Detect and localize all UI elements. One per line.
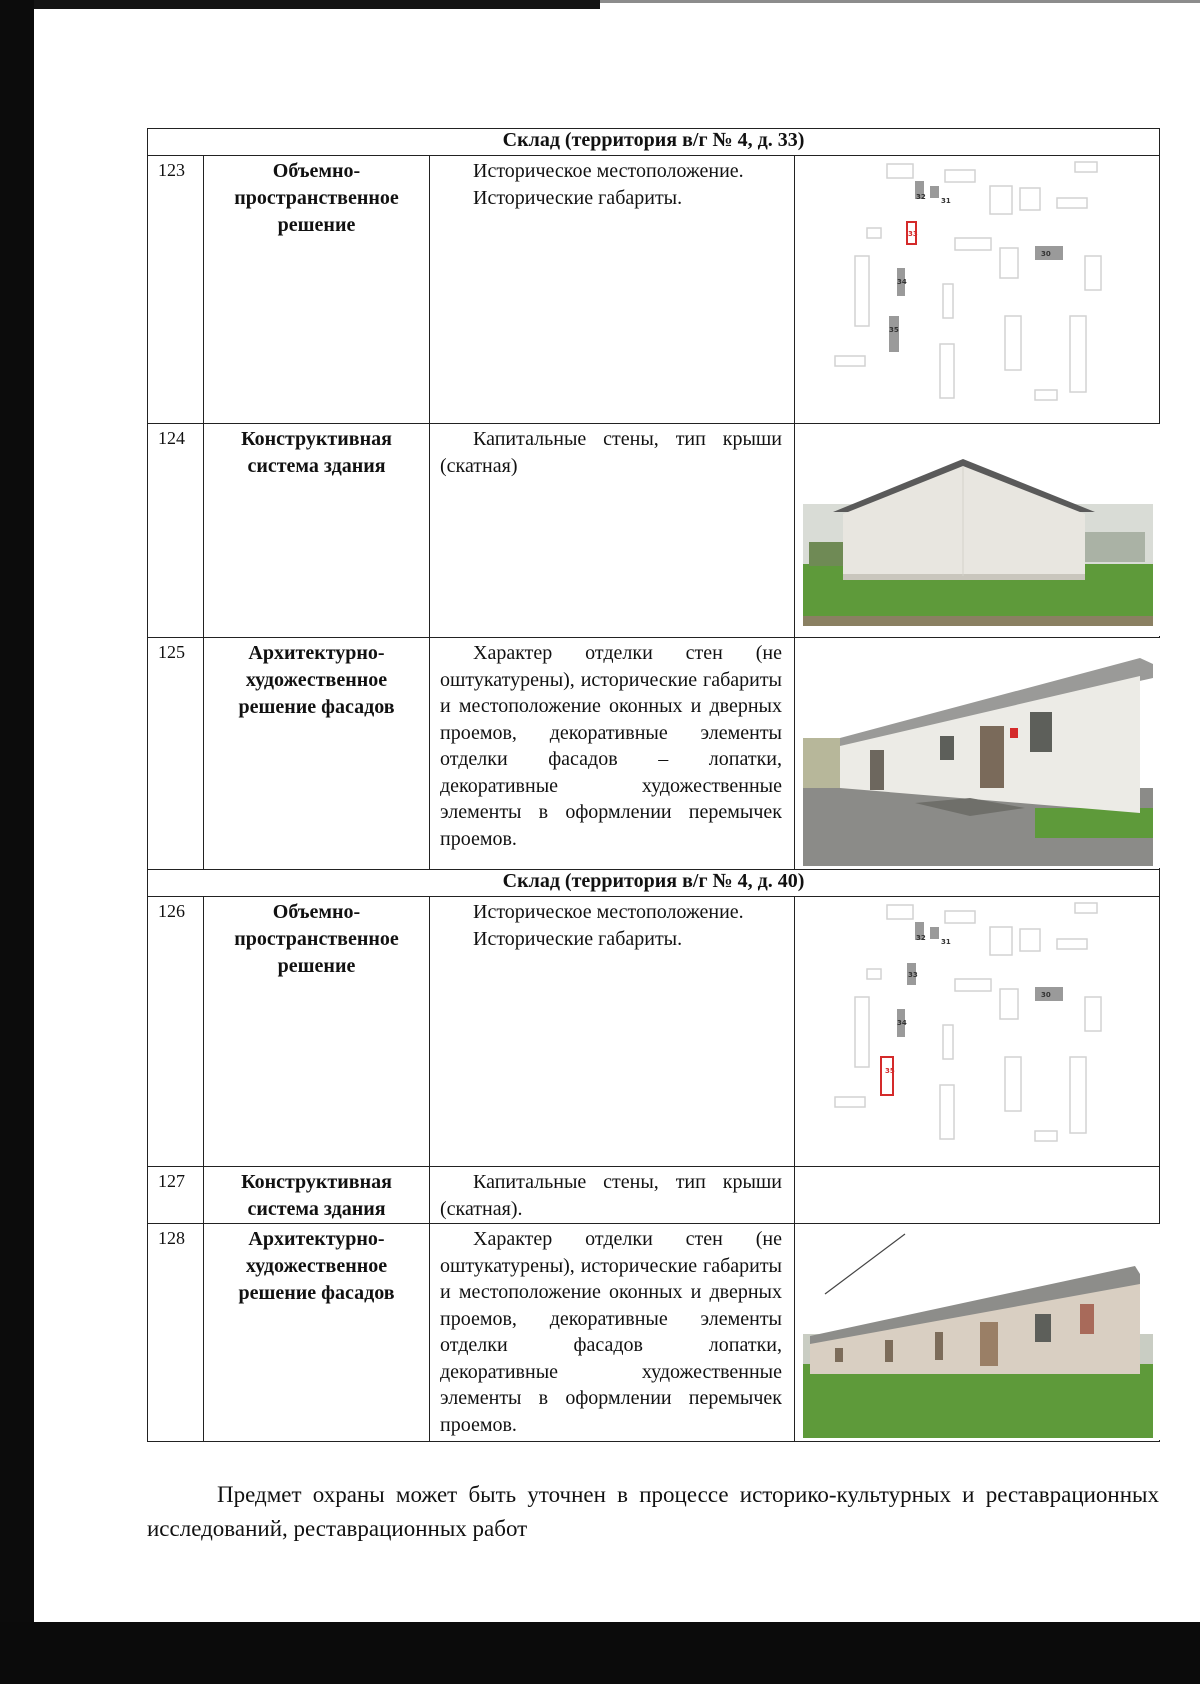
- scan-edge-top: [0, 0, 600, 9]
- section-header: Склад (территория в/г № 4, д. 40): [148, 870, 1160, 897]
- empty-image-cell: [795, 1167, 1160, 1224]
- row-name: Архитектурно-художественное решение фасадов: [204, 1224, 430, 1442]
- map-label: 31: [941, 197, 951, 205]
- section-header-row: [148, 129, 1160, 156]
- map-label: 30: [1041, 250, 1051, 258]
- desc-line: Исторические габариты.: [473, 186, 683, 209]
- desc-line: Историческое местоположение.: [473, 901, 744, 923]
- map-label: 33: [908, 230, 918, 238]
- table-row: [148, 1167, 1160, 1224]
- site-plan-map: [795, 156, 1160, 424]
- building-gable-photo: [795, 424, 1160, 638]
- map-label: 33: [908, 971, 918, 979]
- site-plan-map: [795, 897, 1160, 1167]
- desc-line: Капитальные стены, тип крыши (скатная): [440, 428, 782, 477]
- section-header: Склад (территория в/г № 4, д. 33): [148, 129, 1160, 156]
- row-description: [430, 1167, 795, 1224]
- map-label: 35: [889, 326, 899, 334]
- row-description: [430, 638, 795, 870]
- table-row: [148, 638, 1160, 870]
- desc-line: Характер отделки стен (не оштукатурены), исторические габариты и местоположение оконных и дверных проемов, декоративные элементы отделки фасадов – лопатки, декоративные художественные элементы в оформлении перемычек проемов.: [440, 642, 782, 850]
- desc-line: Исторические габариты.: [473, 927, 683, 950]
- desc-line: Историческое местоположение.: [473, 160, 744, 182]
- row-name: Конструктивная система здания: [204, 424, 430, 638]
- building-facade-photo: [795, 638, 1160, 870]
- desc-line: Капитальные стены, тип крыши (скатная).: [440, 1171, 782, 1220]
- map-label: 32: [916, 193, 926, 201]
- row-name: Объемно-пространственное решение: [204, 156, 430, 424]
- row-number: 124: [148, 424, 204, 638]
- map-label: 32: [916, 934, 926, 942]
- map-label: 31: [941, 938, 951, 946]
- row-name: Объемно-пространственное решение: [204, 897, 430, 1167]
- map-label: 30: [1041, 991, 1051, 999]
- table-row: [148, 1224, 1160, 1442]
- row-description: [430, 156, 795, 424]
- scan-edge-bottom: [0, 1622, 1200, 1684]
- row-number: 125: [148, 638, 204, 870]
- map-label: 35: [885, 1067, 895, 1075]
- scan-edge-left: [0, 0, 34, 1684]
- scan-edge-top-gray: [600, 0, 1200, 3]
- section-header-row: [148, 870, 1160, 897]
- row-description: [430, 897, 795, 1167]
- row-name: Архитектурно-художественное решение фасадов: [204, 638, 430, 870]
- map-label: 34: [897, 1019, 907, 1027]
- long-building-photo: [795, 1224, 1160, 1442]
- row-description: [430, 1224, 795, 1442]
- row-number: 127: [148, 1167, 204, 1224]
- row-name: Конструктивная система здания: [204, 1167, 430, 1224]
- footer-note: Предмет охраны может быть уточнен в процессе историко-культурных и реставрационных исследований, реставрационных работ: [147, 1482, 1159, 1541]
- row-description: [430, 424, 795, 638]
- protection-subject-table: [147, 128, 1160, 1442]
- desc-line: Характер отделки стен (не оштукатурены), исторические габариты и местоположение оконных и дверных проемов, декоративные элементы отделки фасадов лопатки, декоративные художественные элементы в оформлении перемычек проемов.: [440, 1228, 782, 1436]
- table-row: [148, 156, 1160, 424]
- table-row: [148, 424, 1160, 638]
- table-row: [148, 897, 1160, 1167]
- map-label: 34: [897, 278, 907, 286]
- row-number: 123: [148, 156, 204, 424]
- row-number: 128: [148, 1224, 204, 1442]
- row-number: 126: [148, 897, 204, 1167]
